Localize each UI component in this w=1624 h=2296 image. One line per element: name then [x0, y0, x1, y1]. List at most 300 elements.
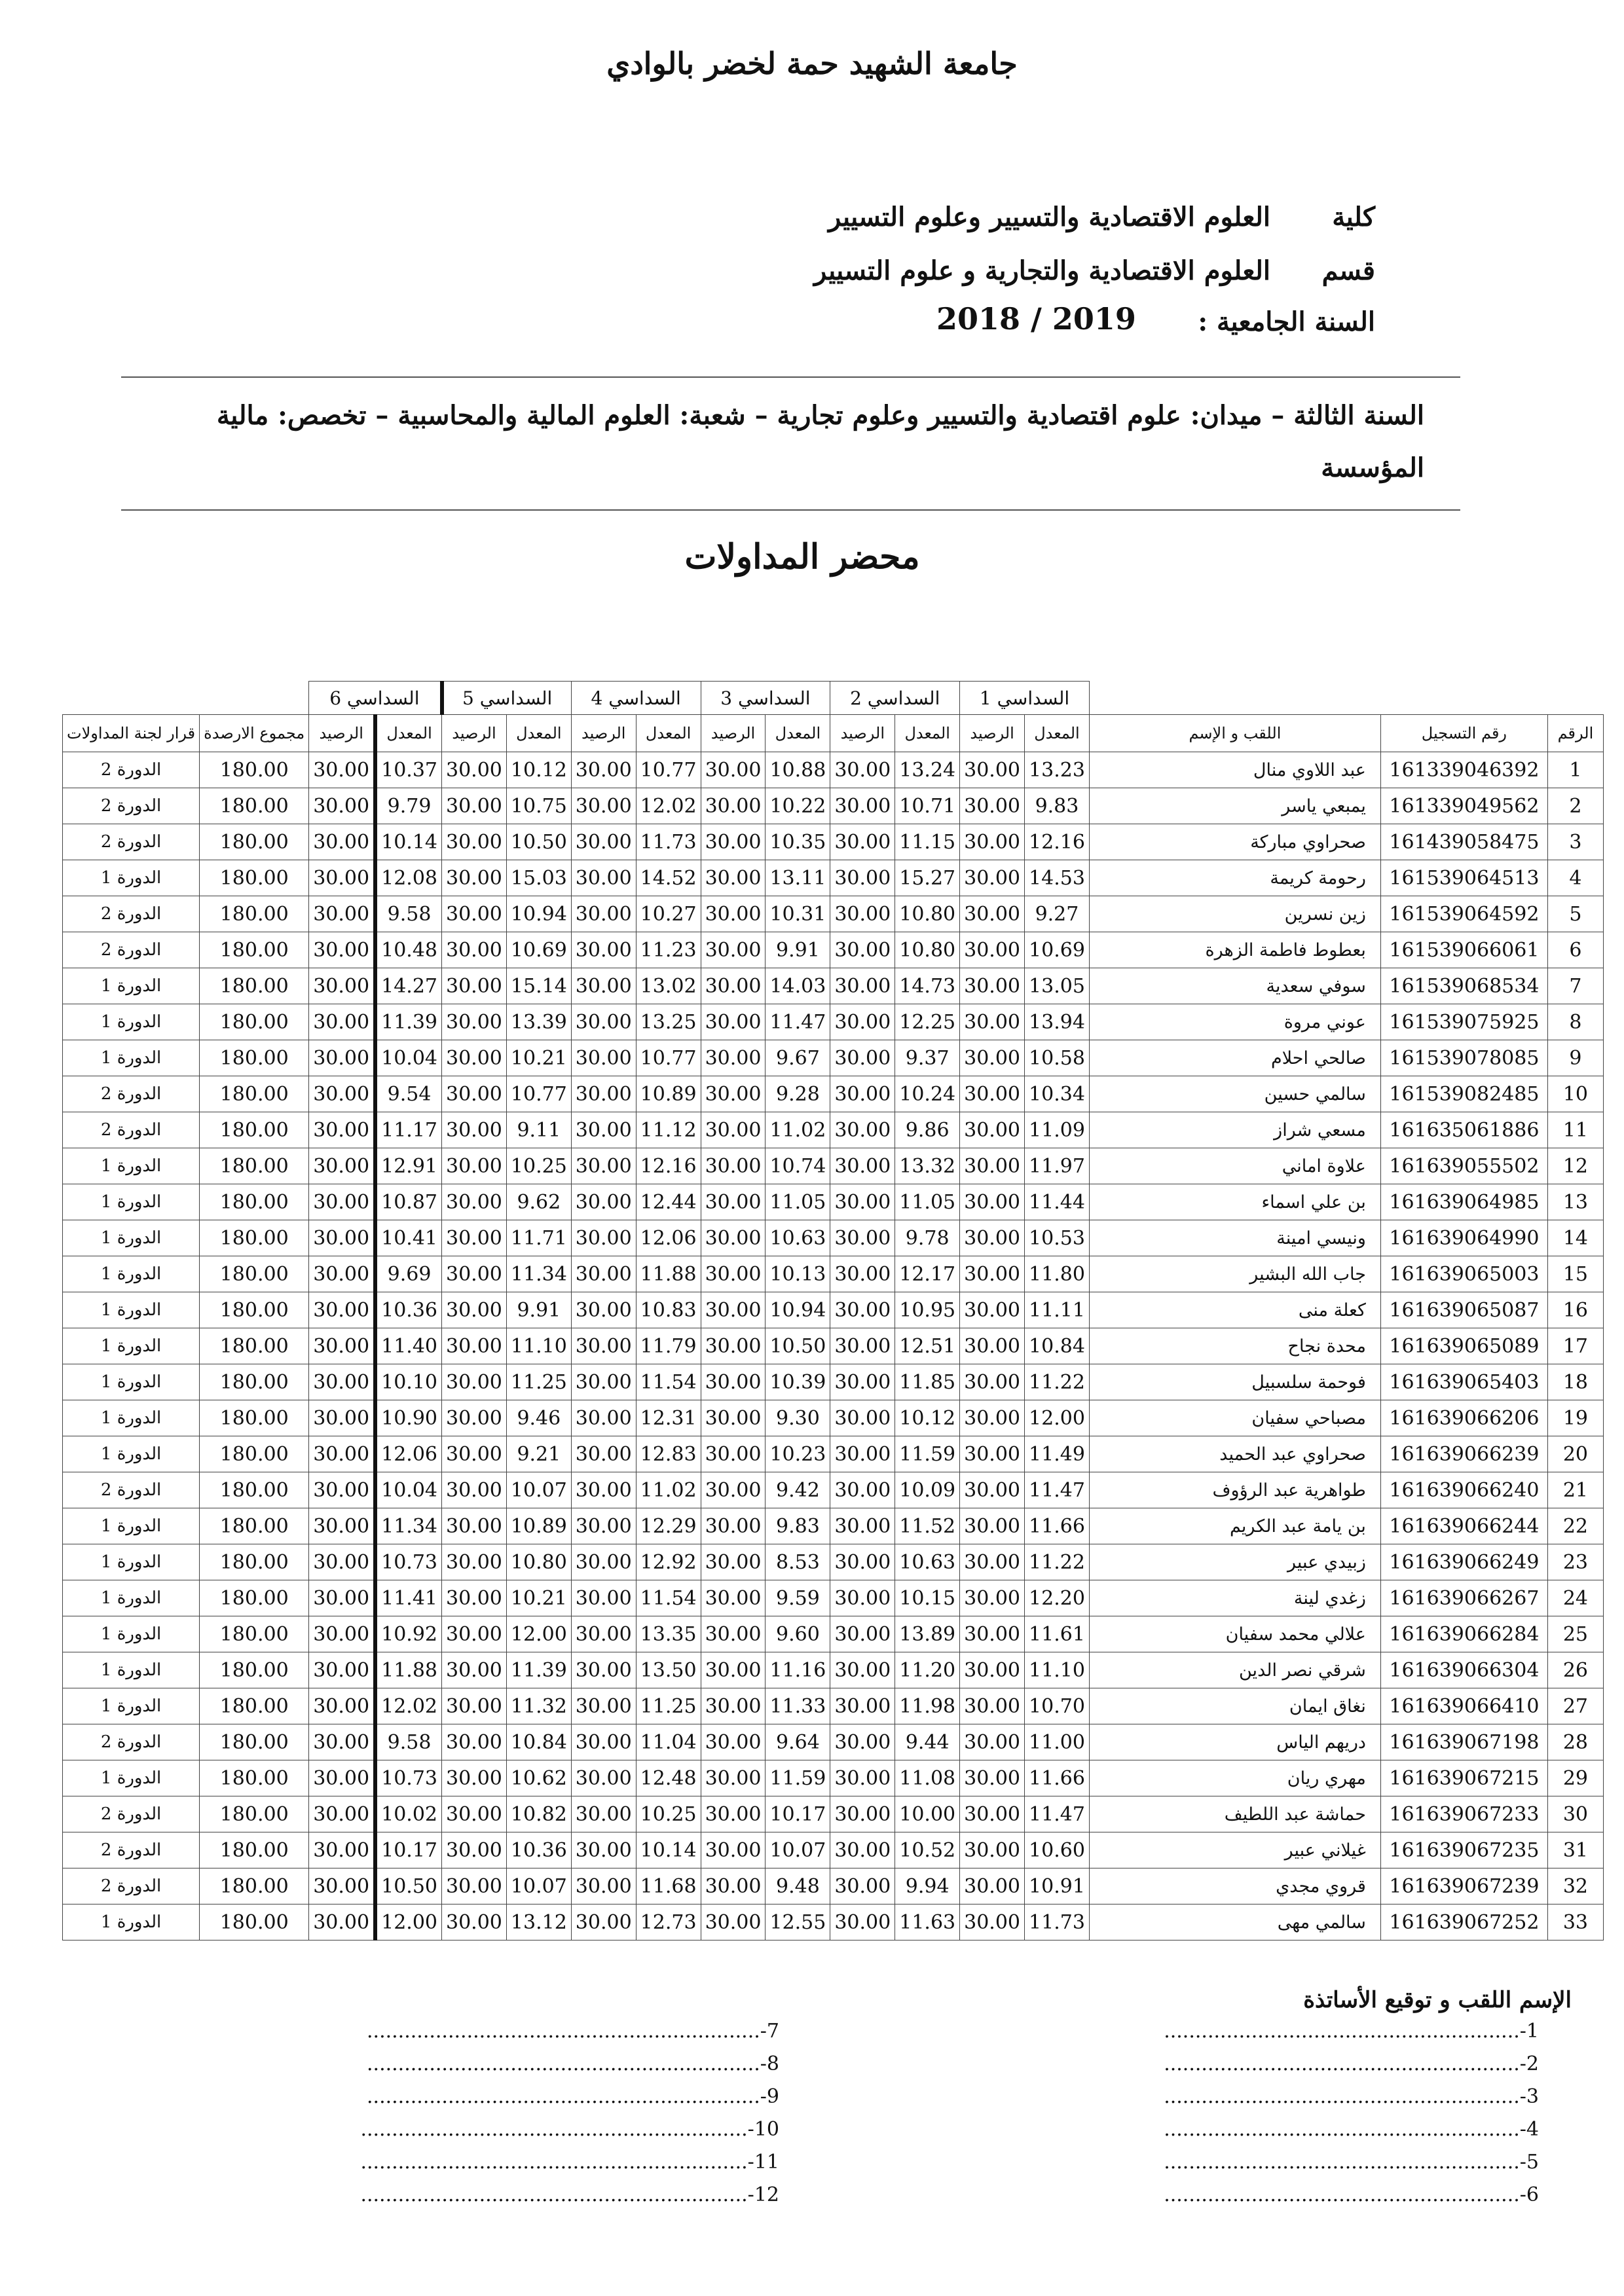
- average-cell: 12.00: [1025, 1400, 1090, 1436]
- decision-cell: الدورة 2: [63, 1112, 200, 1148]
- student-name-cell: مهري ريان: [1089, 1760, 1380, 1796]
- table-row: [63, 1436, 1604, 1472]
- total-credits-cell: 180.00: [200, 1436, 309, 1472]
- credit-cell: 30.00: [701, 788, 766, 824]
- credit-cell: 30.00: [960, 1292, 1025, 1328]
- credit-cell: 30.00: [701, 1076, 766, 1112]
- average-cell: 10.17: [375, 1832, 441, 1868]
- credit-cell: 30.00: [830, 1220, 895, 1256]
- registration-number-cell: 161639066304: [1380, 1652, 1547, 1688]
- credit-cell: 30.00: [830, 1076, 895, 1112]
- row-number-cell: 22: [1547, 1508, 1603, 1544]
- credit-cell: 30.00: [830, 1688, 895, 1724]
- average-cell: 11.47: [1025, 1472, 1090, 1508]
- credit-cell: 30.00: [960, 788, 1025, 824]
- academic-year-value: 2018 / 2019: [936, 301, 1136, 337]
- average-cell: 10.89: [506, 1508, 571, 1544]
- credit-cell: 30.00: [571, 1184, 636, 1220]
- decision-cell: الدورة 2: [63, 752, 200, 788]
- average-cell: 10.87: [375, 1184, 441, 1220]
- credit-cell: 30.00: [571, 1796, 636, 1832]
- average-cell: 11.54: [636, 1580, 701, 1616]
- average-cell: 10.13: [766, 1256, 830, 1292]
- table-row: [63, 860, 1604, 896]
- average-cell: 14.53: [1025, 860, 1090, 896]
- student-name-cell: علالي محمد سفيان: [1089, 1616, 1380, 1652]
- credit-cell: 30.00: [571, 1220, 636, 1256]
- credit-cell: 30.00: [571, 1256, 636, 1292]
- registration-number-cell: 161639066249: [1380, 1544, 1547, 1580]
- average-cell: 11.54: [636, 1364, 701, 1400]
- average-cell: 10.88: [766, 752, 830, 788]
- credit-cell: 30.00: [571, 932, 636, 968]
- total-credits-cell: 180.00: [200, 1256, 309, 1292]
- credit-cell: 30.00: [442, 896, 507, 932]
- average-cell: 10.12: [506, 752, 571, 788]
- average-cell: 15.27: [895, 860, 960, 896]
- credit-cell: 30.00: [442, 1832, 507, 1868]
- credit-cell: 30.00: [309, 1328, 375, 1364]
- average-cell: 11.00: [1025, 1724, 1090, 1760]
- average-cell: 10.74: [766, 1148, 830, 1184]
- average-cell: 11.08: [895, 1760, 960, 1796]
- average-cell: 12.51: [895, 1328, 960, 1364]
- credit-cell: 30.00: [442, 788, 507, 824]
- average-cell: 10.63: [766, 1220, 830, 1256]
- credit-cell: 30.00: [830, 1868, 895, 1904]
- credit-cell: 30.00: [571, 788, 636, 824]
- average-cell: 9.28: [766, 1076, 830, 1112]
- average-cell: 10.94: [766, 1292, 830, 1328]
- table-row: [63, 1760, 1604, 1796]
- credit-cell: 30.00: [701, 1904, 766, 1941]
- average-cell: 10.77: [636, 752, 701, 788]
- average-cell: 10.73: [375, 1760, 441, 1796]
- credit-cell: 30.00: [701, 1364, 766, 1400]
- credit-cell: 30.00: [442, 1364, 507, 1400]
- row-number-cell: 19: [1547, 1400, 1603, 1436]
- signature-line: ..............................................................-10: [360, 2118, 779, 2141]
- department-value: العلوم الاقتصادية والتجارية و علوم التسيير: [814, 255, 1270, 286]
- credit-cell: 30.00: [701, 1832, 766, 1868]
- average-cell: 12.83: [636, 1436, 701, 1472]
- row-number-cell: 7: [1547, 968, 1603, 1004]
- average-cell: 10.00: [895, 1796, 960, 1832]
- row-number-cell: 11: [1547, 1112, 1603, 1148]
- table-row: [63, 1904, 1604, 1941]
- decision-cell: الدورة 2: [63, 1832, 200, 1868]
- decision-cell: الدورة 1: [63, 1328, 200, 1364]
- credit-cell: 30.00: [960, 1184, 1025, 1220]
- credit-cell: 30.00: [830, 1112, 895, 1148]
- registration-number-cell: 161639065089: [1380, 1328, 1547, 1364]
- average-cell: 13.11: [766, 860, 830, 896]
- credit-cell: 30.00: [309, 1472, 375, 1508]
- row-number-cell: 6: [1547, 932, 1603, 968]
- registration-number-cell: 161639064990: [1380, 1220, 1547, 1256]
- credit-cell: 30.00: [309, 752, 375, 788]
- average-cell: 12.92: [636, 1544, 701, 1580]
- credit-header: الرصيد: [701, 715, 766, 752]
- column-header-row: [63, 715, 1604, 752]
- credit-cell: 30.00: [960, 1508, 1025, 1544]
- total-credits-cell: 180.00: [200, 1796, 309, 1832]
- average-cell: 12.02: [636, 788, 701, 824]
- credit-cell: 30.00: [960, 1076, 1025, 1112]
- row-number-cell: 10: [1547, 1076, 1603, 1112]
- credit-cell: 30.00: [309, 1256, 375, 1292]
- registration-number-cell: 161539075925: [1380, 1004, 1547, 1040]
- credit-cell: 30.00: [571, 824, 636, 860]
- decision-cell: الدورة 1: [63, 1004, 200, 1040]
- student-name-cell: عوني مروة: [1089, 1004, 1380, 1040]
- decision-cell: الدورة 2: [63, 1796, 200, 1832]
- total-credits-cell: 180.00: [200, 1364, 309, 1400]
- registration-number-cell: 161639067233: [1380, 1796, 1547, 1832]
- average-cell: 10.50: [506, 824, 571, 860]
- average-header: المعدل: [506, 715, 571, 752]
- credit-cell: 30.00: [442, 1256, 507, 1292]
- credit-cell: 30.00: [960, 1580, 1025, 1616]
- credit-cell: 30.00: [701, 1112, 766, 1148]
- average-cell: 9.58: [375, 896, 441, 932]
- credit-cell: 30.00: [442, 1400, 507, 1436]
- credit-cell: 30.00: [960, 896, 1025, 932]
- credit-cell: 30.00: [701, 1652, 766, 1688]
- registration-number-cell: 161639066239: [1380, 1436, 1547, 1472]
- credit-cell: 30.00: [571, 1076, 636, 1112]
- row-number-cell: 17: [1547, 1328, 1603, 1364]
- table-row: [63, 1364, 1604, 1400]
- credit-cell: 30.00: [571, 1868, 636, 1904]
- credit-cell: 30.00: [701, 824, 766, 860]
- average-cell: 11.63: [895, 1904, 960, 1941]
- credit-cell: 30.00: [571, 1688, 636, 1724]
- average-cell: 10.50: [766, 1328, 830, 1364]
- total-credits-cell: 180.00: [200, 1220, 309, 1256]
- total-credits-cell: 180.00: [200, 1040, 309, 1076]
- decision-cell: الدورة 2: [63, 1868, 200, 1904]
- credit-cell: 30.00: [309, 1868, 375, 1904]
- credit-cell: 30.00: [701, 1724, 766, 1760]
- credit-cell: 30.00: [442, 932, 507, 968]
- credit-cell: 30.00: [309, 860, 375, 896]
- table-row: [63, 1580, 1604, 1616]
- credit-cell: 30.00: [830, 788, 895, 824]
- average-cell: 10.52: [895, 1832, 960, 1868]
- average-cell: 13.39: [506, 1004, 571, 1040]
- credit-cell: 30.00: [960, 752, 1025, 788]
- decision-cell: الدورة 2: [63, 896, 200, 932]
- average-cell: 10.02: [375, 1796, 441, 1832]
- average-cell: 12.29: [636, 1508, 701, 1544]
- credit-cell: 30.00: [309, 1292, 375, 1328]
- credit-cell: 30.00: [309, 1004, 375, 1040]
- decision-header: قرار لجنة المداولات: [63, 715, 200, 752]
- average-cell: 11.66: [1025, 1760, 1090, 1796]
- average-cell: 12.55: [766, 1904, 830, 1941]
- credit-cell: 30.00: [442, 1472, 507, 1508]
- registration-number-cell: 161635061886: [1380, 1112, 1547, 1148]
- registration-number-cell: 161539082485: [1380, 1076, 1547, 1112]
- credit-cell: 30.00: [309, 1148, 375, 1184]
- signature-line: ...............................................................-9: [367, 2085, 779, 2108]
- average-cell: 10.48: [375, 932, 441, 968]
- table-row: [63, 1400, 1604, 1436]
- faculty-value: العلوم الاقتصادية والتسيير وعلوم التسيير: [828, 202, 1270, 232]
- credit-cell: 30.00: [701, 1184, 766, 1220]
- average-cell: 10.17: [766, 1796, 830, 1832]
- student-name-cell: دريهم الياس: [1089, 1724, 1380, 1760]
- credit-cell: 30.00: [571, 1724, 636, 1760]
- credit-cell: 30.00: [309, 1652, 375, 1688]
- student-name-cell: ونيسي امينة: [1089, 1220, 1380, 1256]
- student-name-cell: سالمي مهى: [1089, 1904, 1380, 1941]
- document-title: محضر المداولات: [684, 537, 920, 577]
- credit-cell: 30.00: [571, 1832, 636, 1868]
- decision-cell: الدورة 2: [63, 932, 200, 968]
- table-row: [63, 824, 1604, 860]
- average-cell: 9.54: [375, 1076, 441, 1112]
- student-name-cell: حماشة عبد اللطيف: [1089, 1796, 1380, 1832]
- credit-cell: 30.00: [442, 1544, 507, 1580]
- registration-number-cell: 161639065403: [1380, 1364, 1547, 1400]
- average-cell: 10.41: [375, 1220, 441, 1256]
- signature-line: ..............................................................-11: [360, 2151, 779, 2174]
- registration-number-cell: 161639055502: [1380, 1148, 1547, 1184]
- decision-cell: الدورة 2: [63, 1472, 200, 1508]
- row-number-cell: 8: [1547, 1004, 1603, 1040]
- average-header: المعدل: [636, 715, 701, 752]
- credit-cell: 30.00: [960, 1436, 1025, 1472]
- signature-line: ...............................................................-8: [367, 2052, 779, 2075]
- credit-cell: 30.00: [960, 1364, 1025, 1400]
- credit-cell: 30.00: [571, 1364, 636, 1400]
- row-number-cell: 29: [1547, 1760, 1603, 1796]
- average-cell: 14.73: [895, 968, 960, 1004]
- decision-cell: الدورة 1: [63, 1256, 200, 1292]
- decision-cell: الدورة 1: [63, 1364, 200, 1400]
- total-credits-cell: 180.00: [200, 1508, 309, 1544]
- registration-number-cell: 161639065087: [1380, 1292, 1547, 1328]
- average-cell: 11.10: [506, 1328, 571, 1364]
- average-cell: 11.85: [895, 1364, 960, 1400]
- credit-cell: 30.00: [830, 1472, 895, 1508]
- credit-cell: 30.00: [442, 1616, 507, 1652]
- credit-cell: 30.00: [442, 1076, 507, 1112]
- credit-cell: 30.00: [701, 752, 766, 788]
- signature-line: .........................................................-6: [1164, 2183, 1539, 2206]
- credit-cell: 30.00: [442, 1328, 507, 1364]
- table-row: [63, 1544, 1604, 1580]
- credit-header: الرصيد: [442, 715, 507, 752]
- average-cell: 9.91: [766, 932, 830, 968]
- credit-cell: 30.00: [830, 1796, 895, 1832]
- credit-cell: 30.00: [830, 860, 895, 896]
- row-number-cell: 15: [1547, 1256, 1603, 1292]
- registration-number-cell: 161539068534: [1380, 968, 1547, 1004]
- credit-cell: 30.00: [830, 1580, 895, 1616]
- credit-cell: 30.00: [830, 932, 895, 968]
- credit-cell: 30.00: [442, 1796, 507, 1832]
- credit-cell: 30.00: [309, 1400, 375, 1436]
- average-cell: 12.25: [895, 1004, 960, 1040]
- average-cell: 13.12: [506, 1904, 571, 1941]
- average-cell: 11.04: [636, 1724, 701, 1760]
- semester-header-row: [63, 682, 1604, 715]
- credit-cell: 30.00: [309, 1040, 375, 1076]
- credit-header: الرصيد: [309, 715, 375, 752]
- program-level: السنة الثالثة – ميدان: علوم اقتصادية والتسيير وعلوم تجارية – شعبة: العلوم المالية والمحاسبية – تخصص: مالية المؤسسة: [216, 400, 1424, 483]
- credit-cell: 30.00: [830, 1544, 895, 1580]
- average-cell: 10.22: [766, 788, 830, 824]
- average-cell: 10.04: [375, 1040, 441, 1076]
- average-cell: 9.67: [766, 1040, 830, 1076]
- credit-cell: 30.00: [571, 1472, 636, 1508]
- average-cell: 10.63: [895, 1544, 960, 1580]
- credit-cell: 30.00: [309, 1580, 375, 1616]
- total-credits-cell: 180.00: [200, 932, 309, 968]
- total-credits-cell: 180.00: [200, 1868, 309, 1904]
- row-number-cell: 4: [1547, 860, 1603, 896]
- credit-cell: 30.00: [701, 1148, 766, 1184]
- credit-cell: 30.00: [830, 1760, 895, 1796]
- registration-number-cell: 161639066284: [1380, 1616, 1547, 1652]
- credit-cell: 30.00: [830, 968, 895, 1004]
- credit-cell: 30.00: [960, 1328, 1025, 1364]
- faculty-key: كلية: [1332, 202, 1375, 232]
- student-name-cell: جاب الله البشير: [1089, 1256, 1380, 1292]
- credit-cell: 30.00: [830, 752, 895, 788]
- average-cell: 9.59: [766, 1580, 830, 1616]
- row-number-cell: 14: [1547, 1220, 1603, 1256]
- average-cell: 11.73: [1025, 1904, 1090, 1941]
- credit-cell: 30.00: [442, 752, 507, 788]
- student-name-cell: غيلاني عبير: [1089, 1832, 1380, 1868]
- credit-cell: 30.00: [442, 860, 507, 896]
- average-cell: 10.39: [766, 1364, 830, 1400]
- credit-cell: 30.00: [309, 1544, 375, 1580]
- average-cell: 13.23: [1025, 752, 1090, 788]
- credit-header: الرصيد: [830, 715, 895, 752]
- average-cell: 12.06: [375, 1436, 441, 1472]
- table-row: [63, 1112, 1604, 1148]
- average-cell: 15.14: [506, 968, 571, 1004]
- average-cell: 9.91: [506, 1292, 571, 1328]
- average-header: المعدل: [766, 715, 830, 752]
- total-credits-cell: 180.00: [200, 1076, 309, 1112]
- credit-cell: 30.00: [442, 1904, 507, 1941]
- student-name-cell: علاوة اماني: [1089, 1148, 1380, 1184]
- credit-cell: 30.00: [830, 1364, 895, 1400]
- credit-cell: 30.00: [830, 1904, 895, 1941]
- table-row: [63, 1688, 1604, 1724]
- registration-number-cell: 161639067252: [1380, 1904, 1547, 1941]
- average-cell: 11.20: [895, 1652, 960, 1688]
- deliberation-table: [62, 681, 1604, 1941]
- credit-cell: 30.00: [960, 1832, 1025, 1868]
- average-cell: 11.40: [375, 1328, 441, 1364]
- student-name-cell: زغدي لينة: [1089, 1580, 1380, 1616]
- credit-cell: 30.00: [571, 1544, 636, 1580]
- student-name-cell: بن يامة عبد الكريم: [1089, 1508, 1380, 1544]
- average-cell: 10.73: [375, 1544, 441, 1580]
- average-cell: 10.37: [375, 752, 441, 788]
- average-cell: 11.59: [766, 1760, 830, 1796]
- average-cell: 9.46: [506, 1400, 571, 1436]
- total-credits-cell: 180.00: [200, 1472, 309, 1508]
- total-credits-cell: 180.00: [200, 1004, 309, 1040]
- average-cell: 10.90: [375, 1400, 441, 1436]
- signature-line: .........................................................-5: [1164, 2151, 1539, 2174]
- average-cell: 11.02: [766, 1112, 830, 1148]
- table-row: [63, 896, 1604, 932]
- credit-cell: 30.00: [701, 1040, 766, 1076]
- credit-cell: 30.00: [830, 1652, 895, 1688]
- average-cell: 10.70: [1025, 1688, 1090, 1724]
- table-row: [63, 1796, 1604, 1832]
- semester-5-header: السداسي 5: [442, 682, 572, 715]
- average-cell: 12.08: [375, 860, 441, 896]
- average-cell: 10.69: [1025, 932, 1090, 968]
- average-cell: 9.48: [766, 1868, 830, 1904]
- decision-cell: الدورة 2: [63, 788, 200, 824]
- average-cell: 10.92: [375, 1616, 441, 1652]
- credit-cell: 30.00: [309, 1904, 375, 1941]
- credit-cell: 30.00: [701, 932, 766, 968]
- credit-cell: 30.00: [309, 1616, 375, 1652]
- average-cell: 10.84: [506, 1724, 571, 1760]
- average-cell: 11.71: [506, 1220, 571, 1256]
- credit-cell: 30.00: [830, 896, 895, 932]
- average-cell: 10.07: [766, 1832, 830, 1868]
- average-cell: 13.50: [636, 1652, 701, 1688]
- average-cell: 14.52: [636, 860, 701, 896]
- registration-number-cell: 161639067239: [1380, 1868, 1547, 1904]
- average-cell: 11.12: [636, 1112, 701, 1148]
- student-name-cell: كعلة منى: [1089, 1292, 1380, 1328]
- credit-cell: 30.00: [309, 1724, 375, 1760]
- credit-cell: 30.00: [830, 1328, 895, 1364]
- credit-cell: 30.00: [701, 968, 766, 1004]
- credit-cell: 30.00: [571, 1760, 636, 1796]
- total-credits-cell: 180.00: [200, 1832, 309, 1868]
- credit-cell: 30.00: [960, 1004, 1025, 1040]
- average-cell: 10.95: [895, 1292, 960, 1328]
- credit-cell: 30.00: [960, 1904, 1025, 1941]
- average-cell: 11.73: [636, 824, 701, 860]
- average-cell: 11.02: [636, 1472, 701, 1508]
- average-cell: 12.73: [636, 1904, 701, 1941]
- decision-cell: الدورة 1: [63, 1688, 200, 1724]
- average-cell: 11.09: [1025, 1112, 1090, 1148]
- credit-cell: 30.00: [960, 1652, 1025, 1688]
- average-cell: 11.52: [895, 1508, 960, 1544]
- average-cell: 10.94: [506, 896, 571, 932]
- average-cell: 9.94: [895, 1868, 960, 1904]
- credit-cell: 30.00: [442, 1004, 507, 1040]
- registration-number-cell: 161639066244: [1380, 1508, 1547, 1544]
- student-name-cell: مسعي شراز: [1089, 1112, 1380, 1148]
- average-cell: 11.39: [506, 1652, 571, 1688]
- row-number-cell: 25: [1547, 1616, 1603, 1652]
- credit-cell: 30.00: [571, 1292, 636, 1328]
- registration-number-cell: 161439058475: [1380, 824, 1547, 860]
- average-cell: 12.02: [375, 1688, 441, 1724]
- student-name-cell: مصباحي سفيان: [1089, 1400, 1380, 1436]
- credit-cell: 30.00: [830, 1292, 895, 1328]
- average-cell: 9.58: [375, 1724, 441, 1760]
